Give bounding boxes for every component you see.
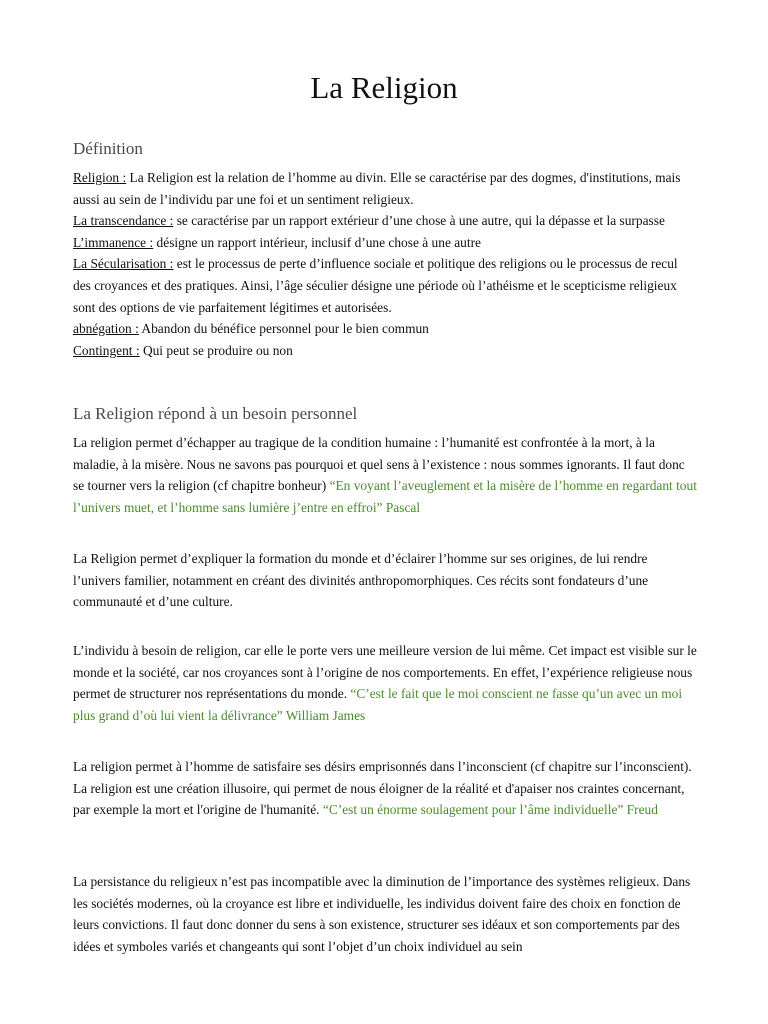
definition-item — [73, 167, 698, 210]
definition-term: Contingent : — [73, 342, 140, 358]
definition-item — [73, 318, 698, 340]
definition-text: Abandon du bénéfice personnel pour le bien commun — [138, 321, 429, 337]
document-title: La Religion — [310, 70, 458, 105]
definition-text: se caractérise par un rapport extérieur d’une chose à une autre, qui la dépasse et la surpasse — [173, 213, 665, 229]
definition-text: désigne un rapport intérieur, inclusif d’une chose à une autre — [153, 234, 481, 250]
definition-text: Qui peut se produire ou non — [139, 342, 293, 358]
definition-term: L’immanence : — [73, 234, 154, 250]
paragraph — [73, 756, 698, 821]
quote-text: “C’est un énorme soulagement pour l’âme individuelle” Freud — [322, 802, 658, 818]
quote-text: “En voyant l’aveuglement et la misère de l’homme en regardant tout l’univers muet, et l’homme sans lumière j’entre en effroi” Pascal — [73, 478, 697, 515]
definition-list — [73, 167, 698, 361]
paragraph — [73, 432, 698, 518]
paragraph-text: La religion permet à l’homme de satisfaire ses désirs emprisonnés dans l’inconscient (cf chapitre sur l’inconscient). La religion est une création illusoire, qui permet de nous éloigner de la réalité et d'apaiser nos craintes concernant, par exemple la mort et l'origine de l'humanité. — [73, 759, 692, 818]
definition-item — [73, 340, 698, 362]
definition-term: abnégation : — [73, 321, 139, 337]
definition-item — [73, 232, 698, 254]
paragraph-text: La religion permet d’échapper au tragique de la condition humaine : l’humanité est confrontée à la mort, à la maladie, à la misère. Nous ne savons pas pourquoi et quel sens à l’existence : nous sommes ignorants. Il faut donc se tourner vers la religion (cf chapitre bonheur) — [73, 435, 685, 494]
paragraph-text: L’individu à besoin de religion, car elle le porte vers une meilleure version de lui même. Cet impact est visible sur le monde et la société, car nos croyances sont à l’origine de nos comportements. En effet, l’expérience religieuse nous permet de structurer nos représentations du monde. — [73, 643, 697, 702]
definition-term: Religion : — [73, 170, 127, 185]
paragraph-text: La Religion permet d’expliquer la formation du monde et d’éclairer l’homme sur ses origines, de lui rendre l’univers familier, notamment en créant des divinités anthropomorphiques. Ces récits sont fondateurs d’une communauté et d’une culture. — [73, 551, 649, 610]
quote-text: “C’est le fait que le moi conscient ne fasse qu’un avec un moi plus grand d’où lui vient la délivrance” William James — [73, 686, 683, 723]
definition-term: La transcendance : — [73, 213, 174, 229]
paragraph-text: La persistance du religieux n’est pas incompatible avec la diminution de l’importance des systèmes religieux. Dans les sociétés modernes, où la croyance est libre et individuelle, les individus doivent faire des choix en fonction de leurs convictions. Il faut donc donner du sens à son existence, structurer ses idéaux et son comportements par des idées et symboles variés et changeants qui sont l’objet d’un choix individuel au sein — [73, 874, 691, 954]
definition-text: La Religion est la relation de l’homme au divin. Elle se caractérise par des dogmes, d'institutions, mais aussi au sein de l’individu par une foi et un sentiment religieux. — [73, 170, 681, 207]
definition-item — [73, 210, 698, 232]
paragraph — [73, 548, 698, 613]
definition-item — [73, 253, 698, 318]
definition-term: La Sécularisation : — [73, 256, 174, 272]
definition-text: est le processus de perte d’influence sociale et politique des religions ou le processus de recul des croyances et des pratiques. Ainsi, l’âge séculier désigne une période où l’athéisme et le scepticisme religieux sont des options de vie parfaitement légitimes et autorisées. — [73, 256, 678, 315]
paragraph — [73, 640, 698, 726]
section-heading: La Religion répond à un besoin personnel — [73, 404, 358, 423]
definition-heading: Définition — [73, 139, 143, 158]
paragraph — [73, 871, 698, 957]
